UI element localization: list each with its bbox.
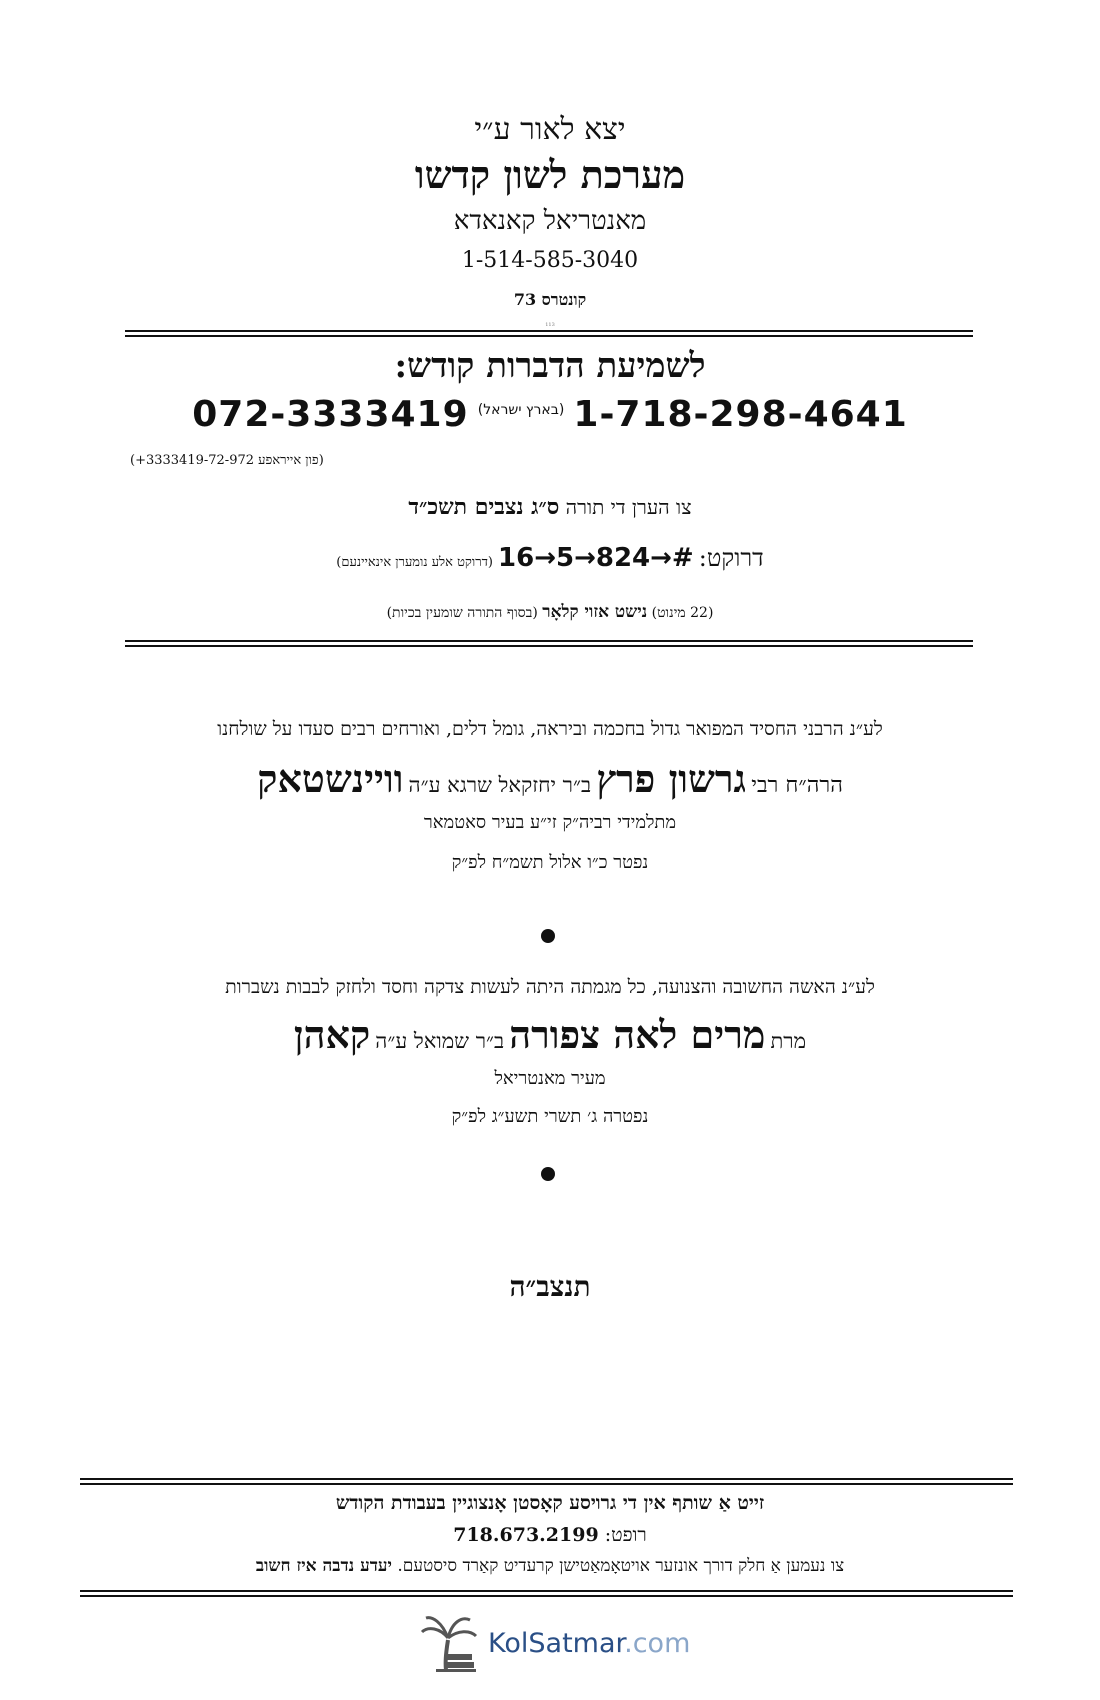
memorial2-surname: קאהן: [293, 1012, 371, 1057]
memorial1-name: גרשון פרץ: [596, 756, 747, 801]
footer-top-divider: [80, 1478, 1013, 1485]
memorial1-father: ב״ר יחזקאל שרגא ע״ה: [408, 773, 592, 797]
israel-label: (בארץ ישראל): [477, 402, 565, 418]
middle-divider: [125, 640, 973, 647]
clarity-note: נישט אזוי קלאָר: [542, 602, 648, 622]
memorial2-father: ב״ר שמואל ע״ה: [375, 1029, 505, 1053]
footer-call-label: רופט:: [604, 1524, 647, 1546]
kolsatmar-logo[interactable]: [488, 1628, 690, 1659]
listen-heading: לשמיעת הדברות קודש:: [394, 346, 706, 386]
dial-sequence: 16→5→824→#: [498, 543, 694, 573]
separator-dot-2: [541, 1167, 555, 1181]
memorial2-prefix: מרת: [770, 1029, 807, 1053]
logo-brand: KolSatmar: [488, 1628, 625, 1659]
minutes-line: [0, 602, 1100, 622]
dial-note: (דרוקט אלע נומערן אינאיינעם): [336, 555, 493, 570]
separator-dot-1: [541, 929, 555, 943]
memorial2-name-line: [0, 1012, 1100, 1058]
torah-title: ס״ג נצבים תשכ״ד: [408, 494, 560, 520]
footer-line1: זייט אַ שותף אין די גרויסע קאָסטן אָנצוגיין בעבודת הקודש: [335, 1492, 765, 1514]
memorial2-line3: מעיר מאנטריאל: [494, 1068, 606, 1089]
torah-intro: צו הערן די תורה: [565, 495, 692, 519]
footer-call-line: [0, 1524, 1100, 1547]
org-name: מערכת לשון קדשו: [414, 152, 686, 197]
header-phone: 1-514-585-3040: [461, 248, 639, 273]
dial-label: דרוקט:: [698, 544, 764, 572]
memorial1-surname: וויינשטאק: [257, 756, 404, 801]
israel-phone: 072-3333419: [192, 394, 469, 435]
footer-line3: [0, 1556, 1100, 1576]
memorial2-intro: לע״נ האשה החשובה והצנועה, כל מגמתה היתה לעשות צדקה וחסד ולחזק לבבות נשברות: [225, 976, 875, 998]
memorial1-line3: מתלמידי רביה״ק זי״ע בעיר סאטמאר: [423, 812, 677, 833]
published-by: יצא לאור ע״י: [474, 112, 626, 147]
footer-call-phone: 718.673.2199: [453, 1524, 599, 1546]
footer-line3-main: צו נעמען אַ חלק דורך אונזער אויטאָמאַטישן קרעדיט קאַרד סיסטעם.: [397, 1556, 845, 1576]
logo-domain: .com: [624, 1628, 691, 1659]
dial-line: [0, 543, 1100, 573]
top-divider: [125, 330, 973, 337]
tiny-number: 113: [545, 322, 555, 328]
palm-tree-icon: [418, 1610, 480, 1674]
footer-line3-bold: יעדע נדבה איז חשוב: [255, 1556, 392, 1576]
us-phone: 1-718-298-4641: [573, 394, 908, 435]
europe-note: (פון אייראפע 3333419-72-972+): [130, 453, 324, 468]
memorial1-line4: נפטר כ״ו אלול תשמ״ח לפ״ק: [451, 852, 649, 873]
closing: תנצב״ה: [509, 1270, 591, 1303]
footer-bottom-divider: [80, 1590, 1013, 1597]
kuntres: קונטרס 73: [513, 290, 587, 309]
memorial1-name-line: [0, 756, 1100, 802]
minutes-note: (22 מינוט): [651, 605, 714, 621]
phone-row: [0, 394, 1100, 435]
memorial1-intro: לע״נ הרבני החסיד המפואר גדול בחכמה וביראה, גומל דלים, ואורחים רבים סעדו על שולחנו: [217, 718, 883, 740]
torah-line: [0, 494, 1100, 520]
end-note: (בסוף התורה שומעין בכיות): [386, 605, 538, 621]
memorial1-prefix: הרה״ח רבי: [751, 773, 843, 798]
memorial2-name: מרים לאה צפורה: [509, 1012, 766, 1057]
memorial2-line4: נפטרה ג׳ תשרי תשע״ג לפ״ק: [451, 1106, 649, 1127]
location: מאנטריאל קאנאדא: [453, 206, 647, 236]
